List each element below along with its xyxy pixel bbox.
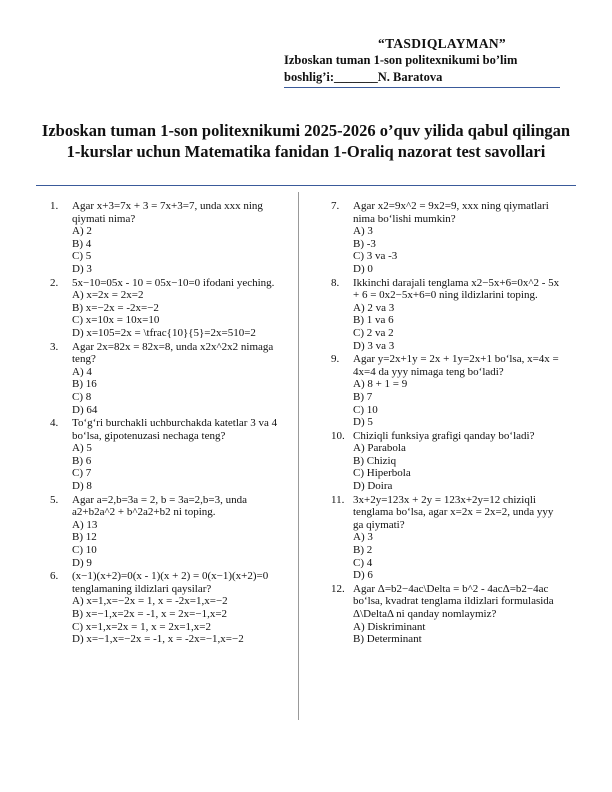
answer-option: A) Parabola [353,442,406,455]
question-text: Agar x2=9x^2 = 9x2=9, xxx ning qiymatlari nima bo‘lishi mumkin? [353,200,549,225]
question-item [50,277,288,340]
question-text: Agar a=2,b=3a = 2, b = 3a=2,b=3, unda a2+b2a^2 + b^2a2+b2 ni toping. [72,493,247,519]
answer-option: B) 12 [72,531,97,544]
question-number: 4. [50,417,59,430]
question-number: 5. [50,493,59,506]
question-number: 11. [331,493,345,506]
approval-divider [284,87,560,88]
answer-option: A) Diskriminant [353,620,426,633]
answer-option: B) 2 [353,544,373,557]
title-divider [36,185,576,186]
answer-option: C) 2 va 2 [353,326,394,339]
answer-option: C) 4 [353,556,373,569]
answer-option: B) 1 va 6 [353,314,394,327]
answer-option: B) 7 [353,390,373,403]
answer-option: D) 6 [353,569,373,582]
question-item [50,200,288,276]
answer-option: D) 5 [353,416,373,429]
answer-option: D) 3 [72,262,92,275]
left-question-column [50,200,288,647]
answer-option: C) 7 [72,467,92,480]
question-number: 12. [331,582,345,595]
answer-option: A) 2 [72,225,92,238]
question-item [331,430,563,493]
answer-option: D) 9 [72,556,92,569]
answer-option: A) 5 [72,442,92,455]
answer-option: C) 10 [353,403,378,416]
answer-option: D) x=105=2x = \tfrac{10}{5}=2x=510=2 [72,326,256,339]
answer-option: D) Doira [353,480,393,493]
answer-option: C) 5 [72,250,92,263]
answer-option: D) 64 [72,403,98,416]
answer-option: D) x=−1,x=−2x = -1, x = -2x=−1,x=−2 [72,633,244,646]
approval-line-1: Izboskan tuman 1-son politexnikumi bo’lim [284,53,518,67]
answer-option: B) 4 [72,237,92,250]
answer-option: A) 3 [353,531,373,544]
question-number: 7. [331,200,340,212]
question-item [50,341,288,417]
question-item [331,494,563,582]
question-text: To‘g‘ri burchakli uchburchakda katetlar 3 va 4 bo‘lsa, gipotenuzasi nechaga teng? [72,417,278,442]
answer-option: D) 3 va 3 [353,339,395,352]
question-number: 2. [50,276,59,289]
answer-option: B) -3 [353,237,376,250]
answer-option: C) 10 [72,544,97,557]
question-number: 6. [50,570,59,583]
answer-option: D) 0 [353,262,373,275]
question-text: Agar 2x=82x = 82x=8, unda x2x^2x2 nimaga teng? [72,340,274,366]
answer-option: B) x=−2x = -2x=−2 [72,301,159,314]
question-item [331,583,563,646]
answer-option: B) 16 [72,378,97,391]
question-text: (x−1)(x+2)=0(x - 1)(x + 2) = 0(x−1)(x+2)=0 tenglamaning ildizlari qaysilar? [72,570,269,595]
answer-option: A) 2 va 3 [353,301,395,314]
approval-line-2: boshlig’i:_______N. Baratova [284,70,443,84]
page-title: Izboskan tuman 1-son politexnikumi 2025-2026 o’quv yilida qabul qilingan 1-kurslar uchun Matematika fanidan 1-Oraliq nazorat test savollari [41,121,571,161]
answer-option: C) 8 [72,390,92,403]
question-text: Agar Δ=b2−4ac\Delta = b^2 - 4acΔ=b2−4ac bo‘lsa, kvadrat tenglama ildizlari formulasida Δ\DeltaΔ ni qanday nomlaymiz? [353,582,554,620]
question-text: 5x−10=05x - 10 = 05x−10=0 ifodani yeching. [72,276,275,289]
question-number: 10. [331,429,345,442]
answer-option: B) 6 [72,454,92,467]
approval-title: “TASDIQLAYMAN” [378,36,506,51]
question-text: Agar y=2x+1y = 2x + 1y=2x+1 bo‘lsa, x=4x = 4x=4 da yyy nimaga teng bo‘ladi? [353,353,559,378]
question-number: 1. [50,200,59,212]
approval-block [284,36,560,86]
question-text: Ikkinchi darajali tenglama x2−5x+6=0x^2 - 5x + 6 = 0x2−5x+6=0 ning ildizlarini toping. [353,276,560,302]
question-item [331,277,563,353]
question-item [50,570,288,646]
answer-option: B) x=−1,x=2x = -1, x = 2x=−1,x=2 [72,608,228,620]
answer-option: C) Hiperbola [353,467,411,480]
answer-option: C) x=1,x=2x = 1, x = 2x=1,x=2 [72,620,211,633]
question-item [331,200,563,276]
question-number: 9. [331,353,340,366]
question-item [331,353,563,429]
answer-option: A) 8 + 1 = 9 [353,378,408,391]
question-number: 3. [50,340,59,353]
answer-option: D) 8 [72,480,92,493]
question-text: Chiziqli funksiya grafigi qanday bo‘ladi? [353,429,535,442]
question-number: 8. [331,276,340,289]
answer-option: A) x=1,x=−2x = 1, x = -2x=1,x=−2 [72,595,228,608]
answer-option: A) 4 [72,365,92,378]
right-question-column [331,200,563,647]
answer-option: A) 13 [72,518,98,531]
answer-option: B) Chiziq [353,454,397,467]
question-text: 3x+2y=123x + 2y = 123x+2y=12 chiziqli tenglama bo‘lsa, agar x=2x = 2x=2, unda yyy ga qiymati? [353,493,554,531]
question-item [50,417,288,493]
answer-option: C) x=10x = 10x=10 [72,314,160,327]
answer-option: A) x=2x = 2x=2 [72,289,144,302]
column-divider [298,192,299,720]
question-item [50,494,288,570]
answer-option: C) 3 va -3 [353,250,398,263]
question-text: Agar x+3=7x + 3 = 7x+3=7, unda xxx ning qiymati nima? [72,200,263,225]
answer-option: B) Determinant [353,633,422,646]
answer-option: A) 3 [353,225,373,238]
